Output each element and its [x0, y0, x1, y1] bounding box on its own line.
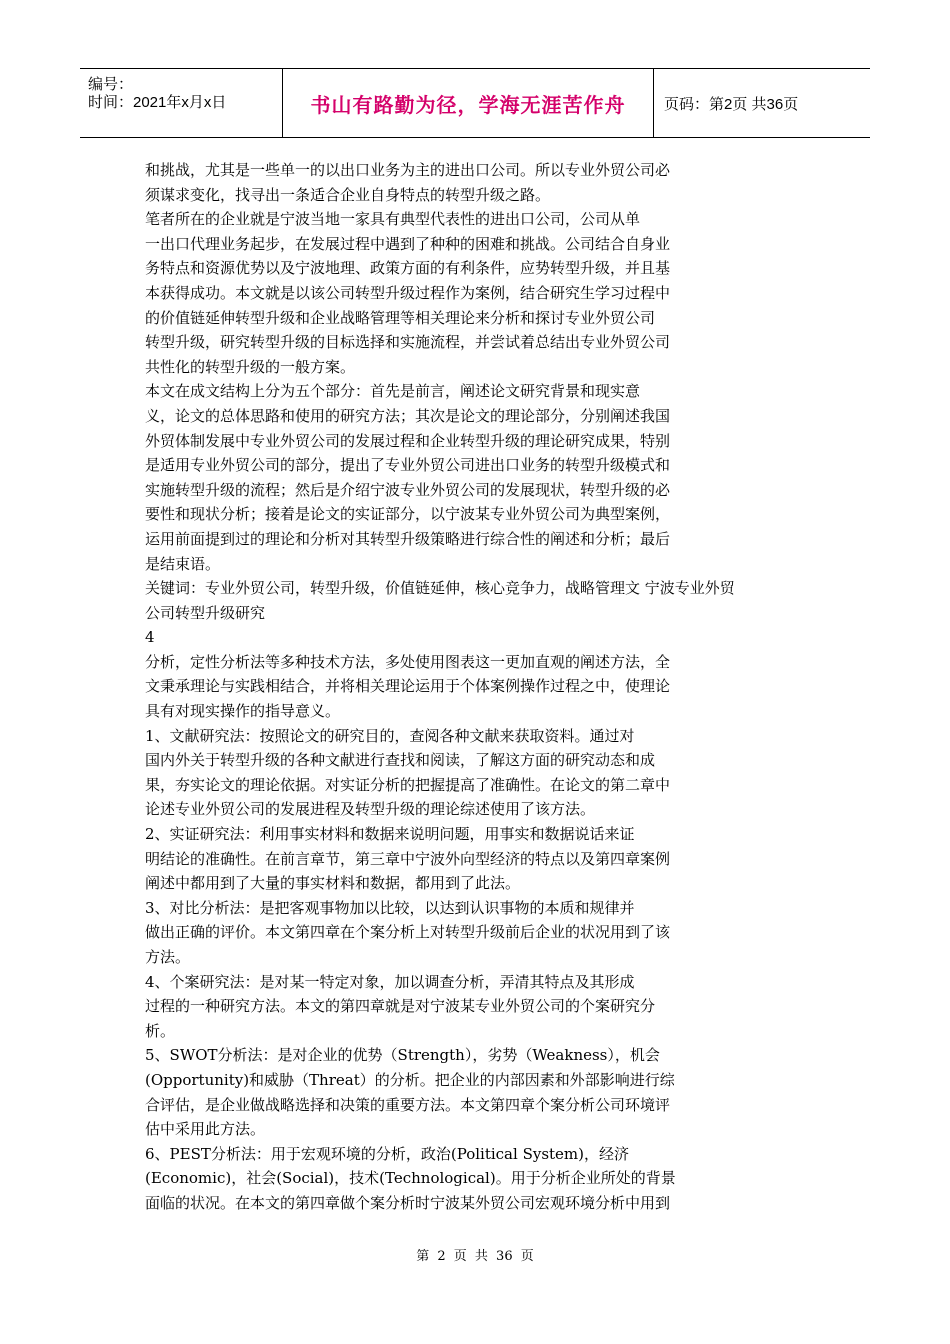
body-text-line: 果，夯实论文的理论依据。对实证分析的把握提高了准确性。在论文的第二章中 — [145, 775, 671, 794]
body-text-line: 本获得成功。本文就是以该公司转型升级过程作为案例，结合研究生学习过程中 — [145, 283, 671, 302]
body-text-line: 析。 — [145, 1021, 176, 1040]
body-text-line: 的价值链延伸转型升级和企业战略管理等相关理论来分析和探讨专业外贸公司 — [145, 308, 656, 327]
body-text-line: 合评估，是企业做战略选择和决策的重要方法。本文第四章个案分析公司环境评 — [145, 1095, 671, 1114]
body-text-line: 运用前面提到过的理论和分析对其转型升级策略进行综合性的阐述和分析；最后 — [145, 529, 671, 548]
body-text-line: 面临的状况。在本文的第四章做个案分析时宁波某外贸公司宏观环境分析中用到 — [145, 1193, 671, 1212]
body-text-line: 务特点和资源优势以及宁波地理、政策方面的有利条件，应势转型升级，并且基 — [145, 259, 671, 278]
body-text-line: 2、实证研究法：利用事实材料和数据来说明问题，用事实和数据说话来证 — [145, 825, 635, 844]
body-text-line: 做出正确的评价。本文第四章在个案分析上对转型升级前后企业的状况用到了该 — [145, 923, 671, 942]
body-text-line: 是结束语。 — [145, 554, 221, 573]
body-text-line: 实施转型升级的流程；然后是介绍宁波专业外贸公司的发展现状，转型升级的必 — [145, 480, 671, 499]
body-text-line: 国内外关于转型升级的各种文献进行查找和阅读，了解这方面的研究动态和成 — [145, 751, 656, 770]
body-text-line: 具有对现实操作的指导意义。 — [145, 702, 341, 721]
body-text-line: 一出口代理业务起步，在发展过程中遇到了种种的困难和挑战。公司结合自身业 — [145, 234, 671, 253]
body-text-line: 须谋求变化，找寻出一条适合企业自身特点的转型升级之路。 — [145, 185, 551, 204]
body-text-line: 4 — [145, 628, 155, 647]
body-text-line: 关键词：专业外贸公司，转型升级，价值链延伸，核心竞争力，战略管理文 宁波专业外贸 — [145, 579, 735, 598]
body-text-line: 3、对比分析法：是把客观事物加以比较，以达到认识事物的本质和规律并 — [145, 898, 635, 917]
body-text-line: 5、SWOT分析法：是对企业的优势（Strength），劣势（Weakness），机会 — [145, 1046, 660, 1065]
body-text-line: 论述专业外贸公司的发展进程及转型升级的理论综述使用了该方法。 — [145, 800, 596, 819]
body-text-line: 明结论的准确性。在前言章节，第三章中宁波外向型经济的特点以及第四章案例 — [145, 849, 671, 868]
body-text-line: 估中采用此方法。 — [145, 1120, 266, 1139]
header-motto: 书山有路勤为径，学海无涯苦作舟 — [283, 69, 654, 137]
body-text-line: 转型升级，研究转型升级的目标选择和实施流程，并尝试着总结出专业外贸公司 — [145, 333, 671, 352]
body-text-line: 义，论文的总体思路和使用的研究方法；其次是论文的理论部分，分别阐述我国 — [145, 406, 671, 425]
header-info-cell — [80, 69, 283, 137]
body-text-line: 4、个案研究法：是对某一特定对象，加以调查分析，弄清其特点及其形成 — [145, 972, 635, 991]
body-text-line: 笔者所在的企业就是宁波当地一家具有典型代表性的进出口公司，公司从单 — [145, 210, 641, 229]
document-body — [145, 158, 825, 1216]
body-text-line: 分析，定性分析法等多种技术方法，多处使用图表这一更加直观的阐述方法，全 — [145, 652, 671, 671]
body-text-line: 文秉承理论与实践相结合，并将相关理论运用于个体案例操作过程之中，使理论 — [145, 677, 671, 696]
body-text-line: 要性和现状分析；接着是论文的实证部分，以宁波某专业外贸公司为典型案例， — [145, 505, 671, 524]
body-text-line: 外贸体制发展中专业外贸公司的发展过程和企业转型升级的理论研究成果，特别 — [145, 431, 671, 450]
body-text-line: (Opportunity)和威胁（Threat）的分析。把企业的内部因素和外部影响进行综 — [145, 1070, 675, 1089]
document-date-label: 时间：2021年x月x日 — [88, 94, 227, 111]
body-text-line: 本文在成文结构上分为五个部分：首先是前言，阐述论文研究背景和现实意 — [145, 382, 641, 401]
body-text-line: 和挑战，尤其是一些单一的以出口业务为主的进出口公司。所以专业外贸公司必 — [145, 161, 671, 179]
body-text-line: 过程的一种研究方法。本文的第四章就是对宁波某专业外贸公司的个案研究分 — [145, 997, 656, 1016]
header-page-label: 页码：第2页 共36页 — [664, 95, 799, 113]
body-text-line: 共性化的转型升级的一般方案。 — [145, 357, 356, 376]
body-text-line: 阐述中都用到了大量的事实材料和数据，都用到了此法。 — [145, 874, 521, 893]
body-text-line: 方法。 — [145, 948, 191, 966]
body-text-line: (Economic)，社会(Social)，技术(Technological)。用于分析企业所处的背景 — [145, 1169, 676, 1188]
body-text-line: 6、PEST分析法：用于宏观环境的分析，政治(Political System)，经济 — [145, 1144, 629, 1163]
document-number-label: 编号： — [88, 76, 134, 93]
page-footer: 第 2 页 共 36 页 — [416, 1249, 534, 1264]
body-text-line: 1、文献研究法：按照论文的研究目的，查阅各种文献来获取资料。通过对 — [145, 726, 635, 745]
body-text-line: 是适用专业外贸公司的部分，提出了专业外贸公司进出口业务的转型升级模式和 — [145, 456, 671, 475]
body-text-line: 公司转型升级研究 — [145, 603, 266, 622]
page-header — [80, 68, 870, 138]
